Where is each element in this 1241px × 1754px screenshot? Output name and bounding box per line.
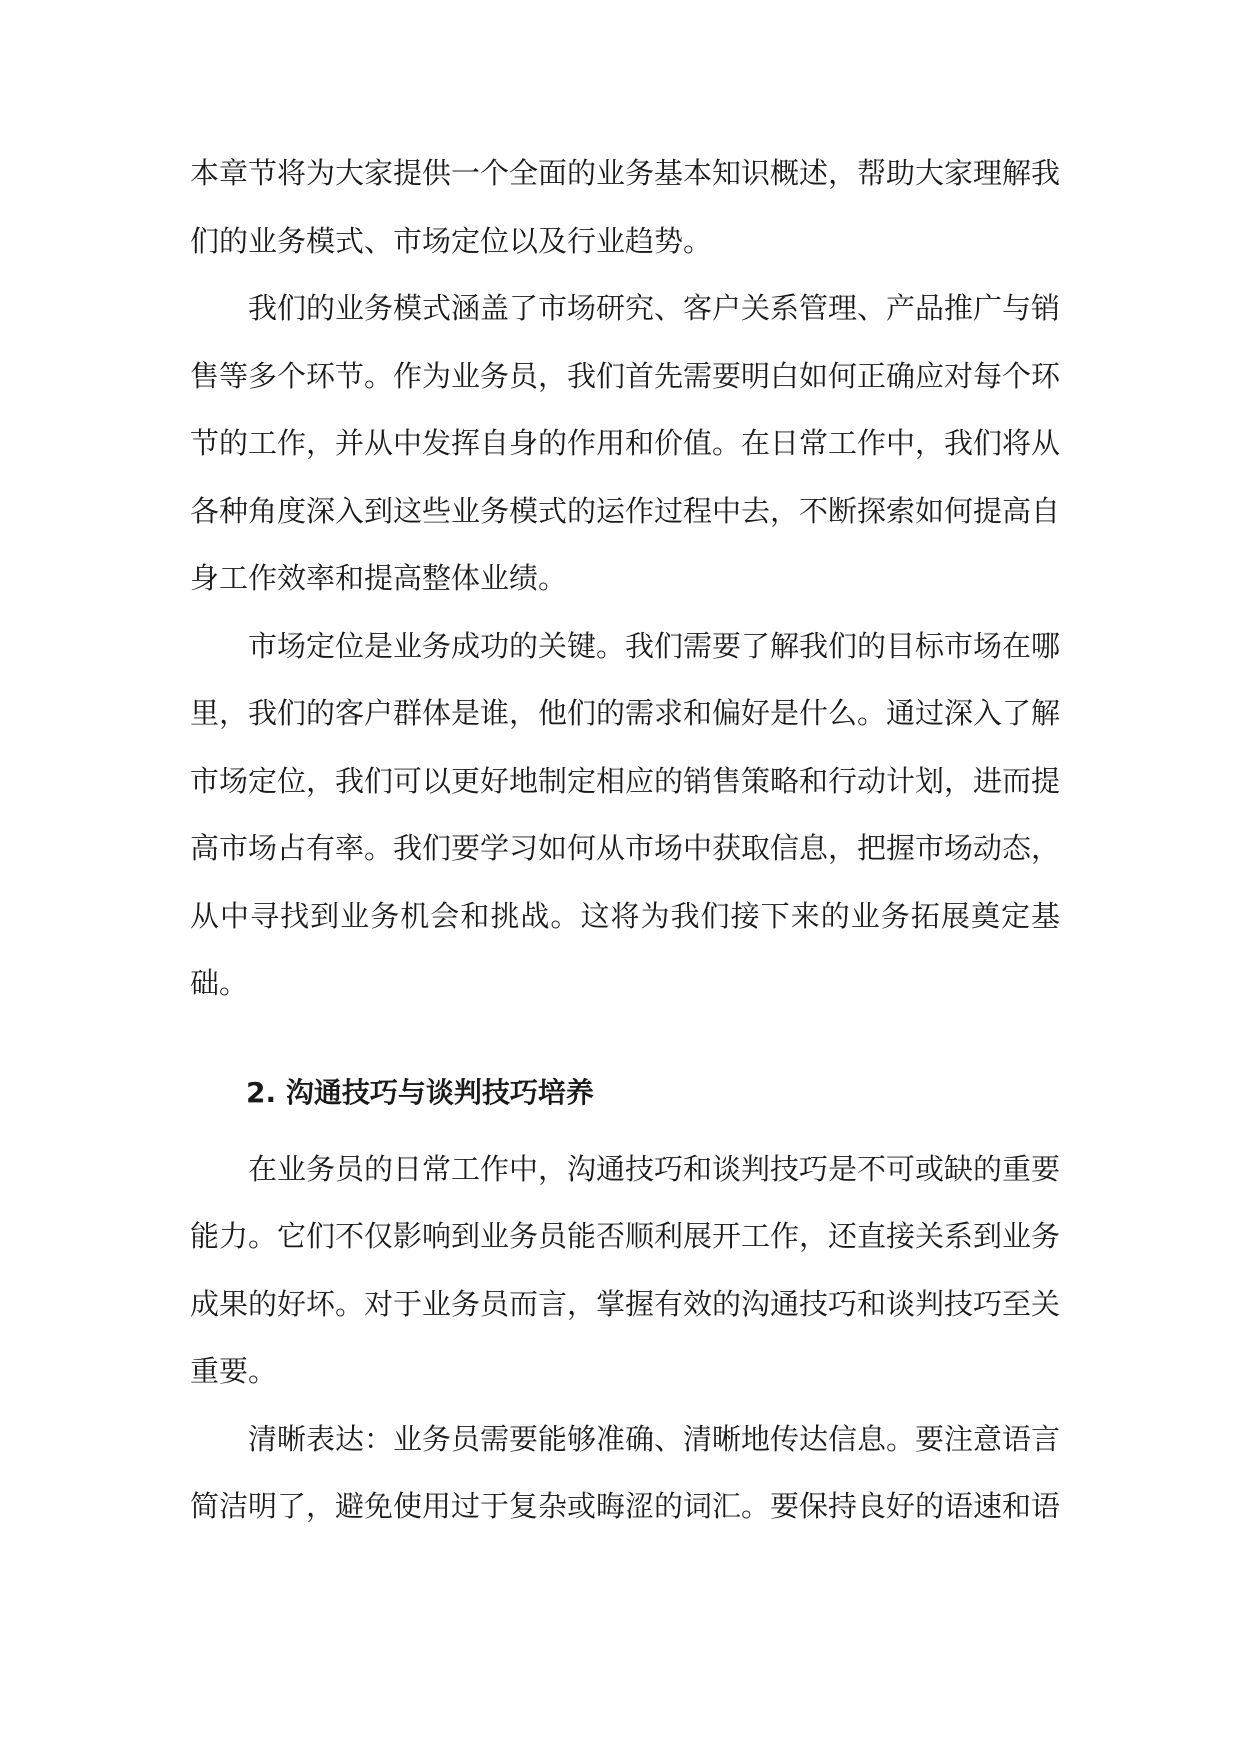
- paragraph-intro: 本章节将为大家提供一个全面的业务基本知识概述，帮助大家理解我们的业务模式、市场定位以及行业趋势。: [190, 156, 1061, 258]
- paragraph-clear-expression: 清晰表达：业务员需要能够准确、清晰地传达信息。要注意语言简洁明了，避免使用过于复杂或晦涩的词汇。要保持良好的语速和语: [190, 1421, 1061, 1523]
- document-page: [190, 140, 1060, 1541]
- paragraph-communication-skills: 在业务员的日常工作中，沟通技巧和谈判技巧是不可或缺的重要能力。它们不仅影响到业务员能否顺利展开工作，还直接关系到业务成果的好坏。对于业务员而言，掌握有效的沟通技巧和谈判技巧至关重要。: [190, 1151, 1061, 1388]
- paragraph-market-positioning: 市场定位是业务成功的关键。我们需要了解我们的目标市场在哪里，我们的客户群体是谁，他们的需求和偏好是什么。通过深入了解市场定位，我们可以更好地制定相应的销售策略和行动计划，进而提高市场占有率。我们要学习如何从市场中获取信息，把握市场动态，从中寻找到业务机会和挑战。这将为我们接下来的业务拓展奠定基础。: [190, 628, 1061, 1000]
- section-heading: 2. 沟通技巧与谈判技巧培养: [246, 1075, 594, 1109]
- paragraph-business-model: 我们的业务模式涵盖了市场研究、客户关系管理、产品推广与销售等多个环节。作为业务员，我们首先需要明白如何正确应对每个环节的工作，并从中发挥自身的作用和价值。在日常工作中，我们将从各种角度深入到这些业务模式的运作过程中去，不断探索如何提高自身工作效率和提高整体业绩。: [190, 291, 1061, 595]
